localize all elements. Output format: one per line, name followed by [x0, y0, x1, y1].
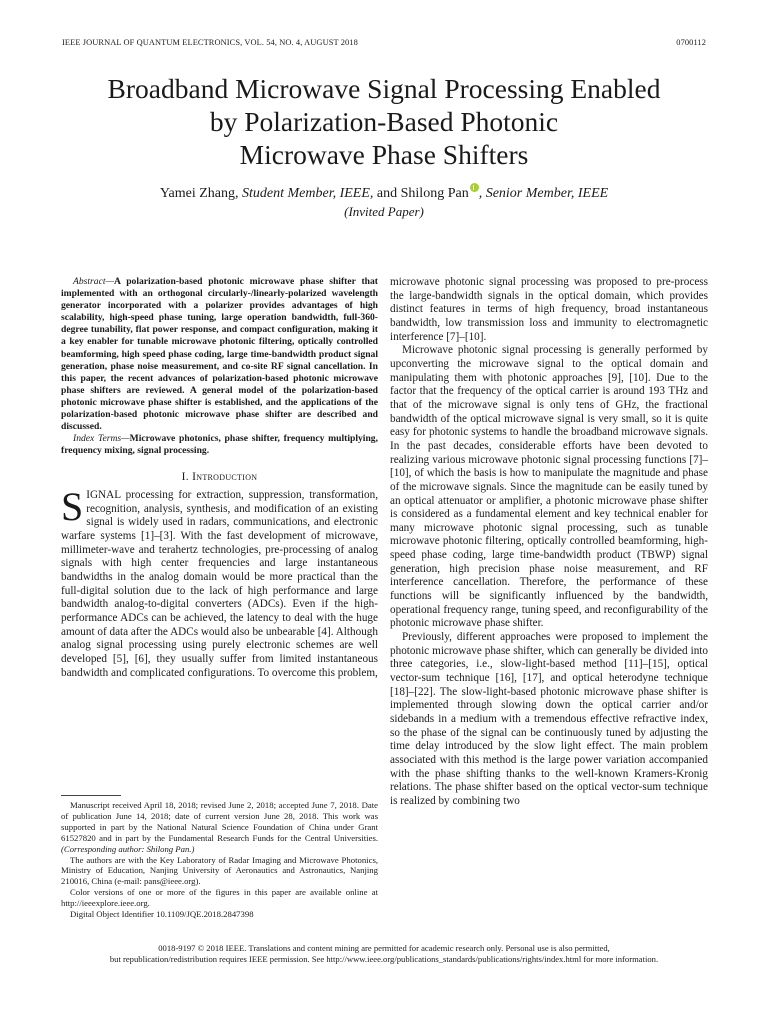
- author-name: Yamei Zhang,: [159, 186, 239, 201]
- index-terms-lead: Index Terms—: [73, 433, 130, 445]
- intro-paragraph: [61, 484, 378, 680]
- body-paragraph: Microwave photonic signal processing is generally performed by upconverting the microwave signal to the optical domain and manipulating them with photonic approaches [9], [10]. Due to the factor that the frequency of the optical carrier is around 193 THz and that of the microwave signal is only tens of GHz, the fractional bandwidth of the optical microwave signal is very small, so it is quite easy for photonic systems to handle the broadband microwave signals. In the past decades, considerable efforts have been devoted to realizing various microwave photonic signal processing functions [7]–[10], of which the basis is how to manipulate the magnitude and phase of the microwave signals. Since the magnitude can be easily tuned by an optical attenuator or amplifier, a photonic microwave phase shifter is considered as a fundamental element and key technical enabler for many microwave photonic signal processing, such as tunable microwave photonic filtering, optically controlled beamforming, high-speed phase coding, large time-bandwidth product (TBWP) signal generation, high precision phase noise measurement, and RF interference cancellation. Therefore, the performance of these functions will be significantly influenced by the bandwidth, operational frequency range, tuning speed, and reconfigurability of the photonic microwave phase shifter.: [390, 344, 708, 630]
- title-line: by Polarization-Based Photonic: [209, 106, 559, 137]
- footnote-color-note: Color versions of one or more of the figures in this paper are available online at http://ieeexplore.ieee.org.: [61, 887, 378, 909]
- index-terms-text: Microwave photonics, phase shifter, frequency multiplying, frequency mixing, signal processing.: [61, 433, 378, 457]
- copyright-line: 0018-9197 © 2018 IEEE. Translations and content mining are permitted for academic research only. Personal use is also permitted,: [158, 943, 610, 953]
- article-number: 0700112: [676, 38, 706, 47]
- orcid-icon[interactable]: [470, 183, 479, 192]
- corresponding-author: (Corresponding author: Shilong Pan.): [61, 843, 195, 854]
- author-line: [40, 183, 728, 203]
- section-numeral: I.: [181, 471, 189, 484]
- author-membership: , Senior Member, IEEE: [478, 186, 609, 201]
- body-paragraph: microwave photonic signal processing was proposed to pre-process the large-bandwidth signals in the optical domain, which provides distinct features in terms of high frequency, broad instantaneous bandwidth, low transmission loss and immunity to electromagnetic interference [7]–[10].: [390, 276, 708, 343]
- title-line: Broadband Microwave Signal Processing Enabled: [107, 73, 661, 104]
- copyright-line: but republication/redistribution requires IEEE permission. See http://www.ieee.org/publications_standards/publications/rights/index.html for more information.: [109, 954, 659, 964]
- abstract-text: A polarization-based photonic microwave phase shifter that implemented with an orthogonal circularly-/linearly-polarized wavelength generator incorporated with a polarizer provides advantages of high scalability, high-speed phase tuning, large operation bandwidth, full-360-degree tunability, flat power response, and compact configuration, making it a key enabler for tunable microwave photonic filtering, optically controlled beamforming, high speed phase coding, large time-bandwidth product signal generation, phase noise measurement, and co-site RF signal cancellation. In this paper, the recent advances of polarization-based photonic microwave phase shifters are reviewed. A general model of the polarization-based photonic microwave phase shifter is established, and the applications of the polarization-based photonic microwave phase shifter are described and discussed.: [61, 276, 378, 433]
- invited-paper-label: (Invited Paper): [344, 204, 424, 219]
- author-name: and Shilong Pan: [376, 186, 469, 201]
- footnote-doi: Digital Object Identifier 10.1109/JQE.2018.2847398: [70, 909, 254, 920]
- drop-cap: S: [61, 484, 84, 530]
- author-membership: Student Member, IEEE,: [242, 186, 374, 201]
- section-title: Introduction: [192, 471, 258, 484]
- journal-citation: IEEE JOURNAL OF QUANTUM ELECTRONICS, VOL. 54, NO. 4, AUGUST 2018: [62, 38, 358, 47]
- footnote-rule: [61, 795, 121, 796]
- right-column: [390, 276, 708, 809]
- footnote-text: Manuscript received April 18, 2018; revised June 2, 2018; accepted June 7, 2018. Date of publication June 14, 2018; date of current version June 28, 2018. This work was supported in part by the National Natural Science Foundation of China under Grant 61527820 and in part by the Fundamental Research Funds for the Central Universities.: [61, 800, 378, 843]
- intro-caps: IGNAL: [86, 489, 121, 502]
- left-column: [61, 276, 378, 680]
- footnotes: [61, 800, 378, 920]
- paper-title: [40, 72, 728, 171]
- intro-text: processing for extraction, suppression, transformation, recognition, analysis, synthesis, and modification of an existing signal is widely used in radars, communications, and electronic warfare systems [1]–[3]. With the fast development of microwave, millimeter-wave and terahertz technologies, pre-processing of analog signals with high center frequencies and large instantaneous bandwidths in the analog domain would be more practical than the full-digital solution due to the lack of high performance and large bandwidth analog-to-digital converters (ADCs). Even if the high-performance ADCs can be achieved, the latency to deal with the huge amount of data after the ADCs would also be unbearable [4]. Although analog signal processing using purely electronic schemes are well developed [5], [6], they usually suffer from limited instantaneous bandwidth and complicated configurations. To overcome this problem,: [61, 489, 378, 679]
- abstract: [61, 276, 378, 433]
- abstract-lead: Abstract—: [73, 276, 115, 287]
- footnote-manuscript: [61, 800, 378, 855]
- footnote-affiliation: The authors are with the Key Laboratory of Radar Imaging and Microwave Photonics, Ministry of Education, Nanjing University of Aeronautics and Astronautics, Nanjing 210016, China (e-mail: pans@ieee.org).: [61, 854, 378, 887]
- copyright-notice: [40, 943, 728, 965]
- running-header: [62, 38, 706, 52]
- body-paragraph: Previously, different approaches were proposed to implement the photonic microwave phase shifter, which can generally be divided into three categories, i.e., slow-light-based method [11]–[15], optical vector-sum technique [16], [17], and optical heterodyne technique [18]–[22]. The slow-light-based photonic microwave phase shifter is implemented through slowing down the optical carrier and/or sidebands in a medium with a tremendous effective refractive index, so the phase of the signal can be continuously tuned by adjusting the time delay introduced by the slow light effect. The main problem associated with this method is the large power variation accompanied with the phase shifting thanks to the well-known Kramers-Kronig relations. The phase shifter based on the optical vector-sum technique is realized by combining two: [390, 631, 708, 807]
- index-terms: [61, 433, 378, 457]
- title-line: Microwave Phase Shifters: [239, 139, 529, 170]
- section-heading: [61, 471, 378, 485]
